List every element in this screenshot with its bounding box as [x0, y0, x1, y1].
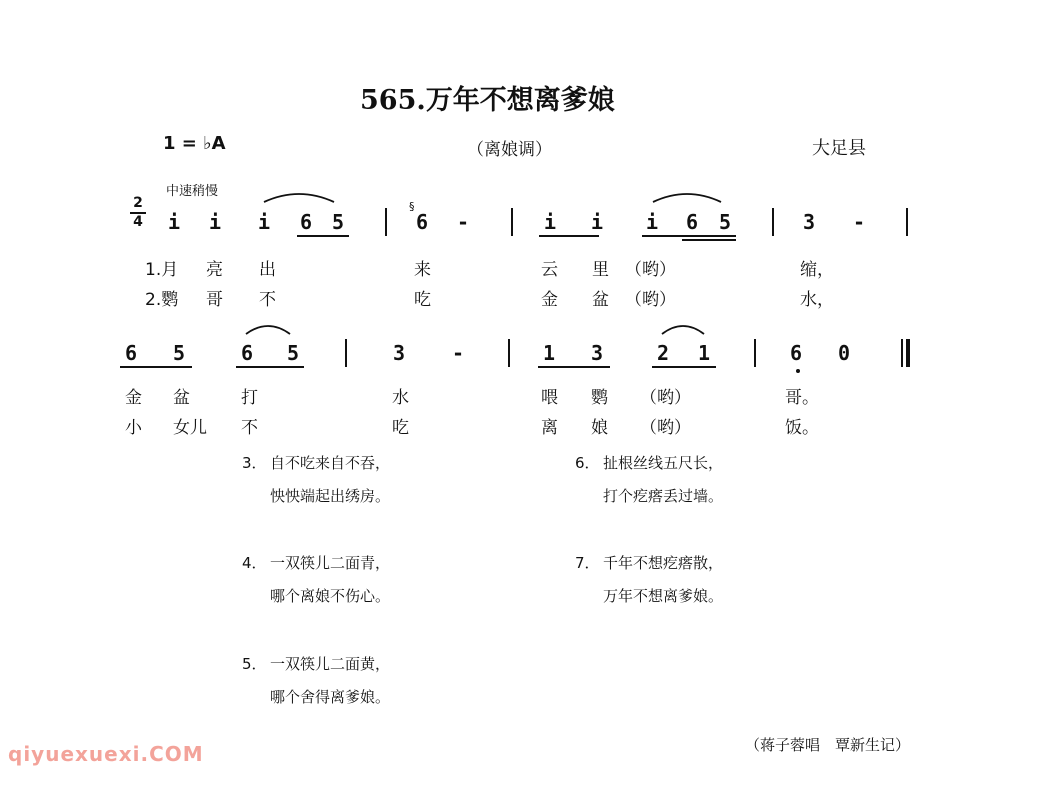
lyric: 女儿 [173, 418, 207, 438]
lyric: 哥 [206, 290, 223, 310]
lyric: （哟） [625, 290, 676, 310]
tempo-marking: 中速稍慢 [166, 184, 219, 199]
note: 5 [173, 341, 186, 365]
lyric: 缩， [800, 260, 834, 280]
note: i [258, 210, 271, 234]
barline [772, 208, 774, 236]
note: 6 [125, 341, 138, 365]
note: 5 [287, 341, 300, 365]
verse-line: 万年不想离爹娘。 [603, 587, 724, 605]
barline [508, 339, 510, 367]
lyric: 来 [414, 260, 431, 280]
credit-note: （蒋子蓉唱 覃新生记） [745, 736, 911, 754]
verse-line: 千年不想疙瘩散， [603, 554, 724, 572]
lyric: 离 [541, 418, 558, 438]
note: 5 [719, 210, 732, 234]
lyric: 1.月 [145, 260, 179, 280]
verse-line: 哪个舍得离爹娘。 [270, 688, 391, 706]
lyric: 2.鹦 [145, 290, 179, 310]
song-origin: 大足县 [812, 138, 866, 159]
beam-underline [539, 235, 599, 237]
note: 3 [393, 341, 406, 365]
lyric: 盆 [173, 388, 190, 408]
note: 1 [698, 341, 711, 365]
final-barline-thick [906, 339, 910, 367]
lyric: 不 [259, 290, 276, 310]
lyric: 吃 [392, 418, 409, 438]
lyric: 水， [800, 290, 834, 310]
note: 6 [241, 341, 254, 365]
note-dash: - [452, 341, 465, 365]
note: 0 [838, 341, 851, 365]
note: i [544, 210, 557, 234]
lyric: 水 [392, 388, 409, 408]
lyric: 亮 [206, 260, 223, 280]
lyric: （哟） [625, 260, 676, 280]
lyric: 金 [541, 290, 558, 310]
verse-line: 扯根丝线五尺长， [603, 454, 724, 472]
beam-underline [120, 366, 192, 368]
lyric: 娘 [591, 418, 608, 438]
lyric: 小 [125, 418, 142, 438]
lyric: 饭。 [785, 418, 819, 438]
verse-line: 打个疙瘩丢过墙。 [603, 487, 724, 505]
beam-underline [297, 235, 349, 237]
lyric: （哟） [640, 418, 691, 438]
note: 6 [686, 210, 699, 234]
lyric: 喂 [541, 388, 558, 408]
barline [511, 208, 513, 236]
verse-number: 6． [575, 454, 600, 472]
note-dash: - [853, 210, 866, 234]
lyric: 不 [241, 418, 258, 438]
note: i [591, 210, 604, 234]
note: 6 [300, 210, 313, 234]
song-title: 565.万年不想离爹娘 [360, 85, 615, 116]
note: i [168, 210, 181, 234]
lyric: 鹦 [591, 388, 608, 408]
lyric: （哟） [640, 388, 691, 408]
verse-number: 7． [575, 554, 600, 572]
song-subtitle: （离娘调） [467, 140, 552, 160]
note: i [646, 210, 659, 234]
time-sig-bottom: 4 [133, 214, 143, 230]
lyric: 金 [125, 388, 142, 408]
verse-line: 一双筷儿二面黄， [270, 655, 391, 673]
segno-icon: § [409, 200, 415, 213]
note: 3 [591, 341, 604, 365]
note: 5 [332, 210, 345, 234]
lyric: 盆 [592, 290, 609, 310]
note: 3 [803, 210, 816, 234]
watermark-logo: qiyuexuexi.COM [8, 742, 204, 766]
time-signature [130, 196, 146, 230]
lyric: 打 [241, 388, 258, 408]
slur [262, 190, 336, 204]
lyric: 吃 [414, 290, 431, 310]
lyric: 里 [592, 260, 609, 280]
note-dash: - [457, 210, 470, 234]
note: 6 [790, 341, 803, 365]
beam-underline [538, 366, 610, 368]
lyric: 哥。 [785, 388, 819, 408]
note: 6 [416, 210, 429, 234]
barline [385, 208, 387, 236]
slur [244, 322, 292, 336]
lyric: 云 [541, 260, 558, 280]
final-barline-thin [901, 339, 903, 367]
beam-underline [236, 366, 304, 368]
key-signature: 1 = ♭A [163, 133, 226, 154]
beam-underline [642, 235, 736, 237]
slur [651, 190, 723, 204]
verse-line: 怏怏端起出绣房。 [270, 487, 391, 505]
beam-underline [682, 239, 736, 241]
verse-number: 5． [242, 655, 267, 673]
verse-number: 4． [242, 554, 267, 572]
verse-line: 自不吃来自不吞， [270, 454, 391, 472]
low-octave-dot [796, 369, 800, 373]
verse-line: 一双筷儿二面青， [270, 554, 391, 572]
lyric: 出 [259, 260, 276, 280]
barline [754, 339, 756, 367]
verse-line: 哪个离娘不伤心。 [270, 587, 391, 605]
barline [345, 339, 347, 367]
verse-number: 3． [242, 454, 267, 472]
slur [660, 322, 706, 336]
note: 2 [657, 341, 670, 365]
note: i [209, 210, 222, 234]
note: 1 [543, 341, 556, 365]
barline [906, 208, 908, 236]
time-sig-top: 2 [133, 195, 143, 211]
beam-underline [652, 366, 716, 368]
